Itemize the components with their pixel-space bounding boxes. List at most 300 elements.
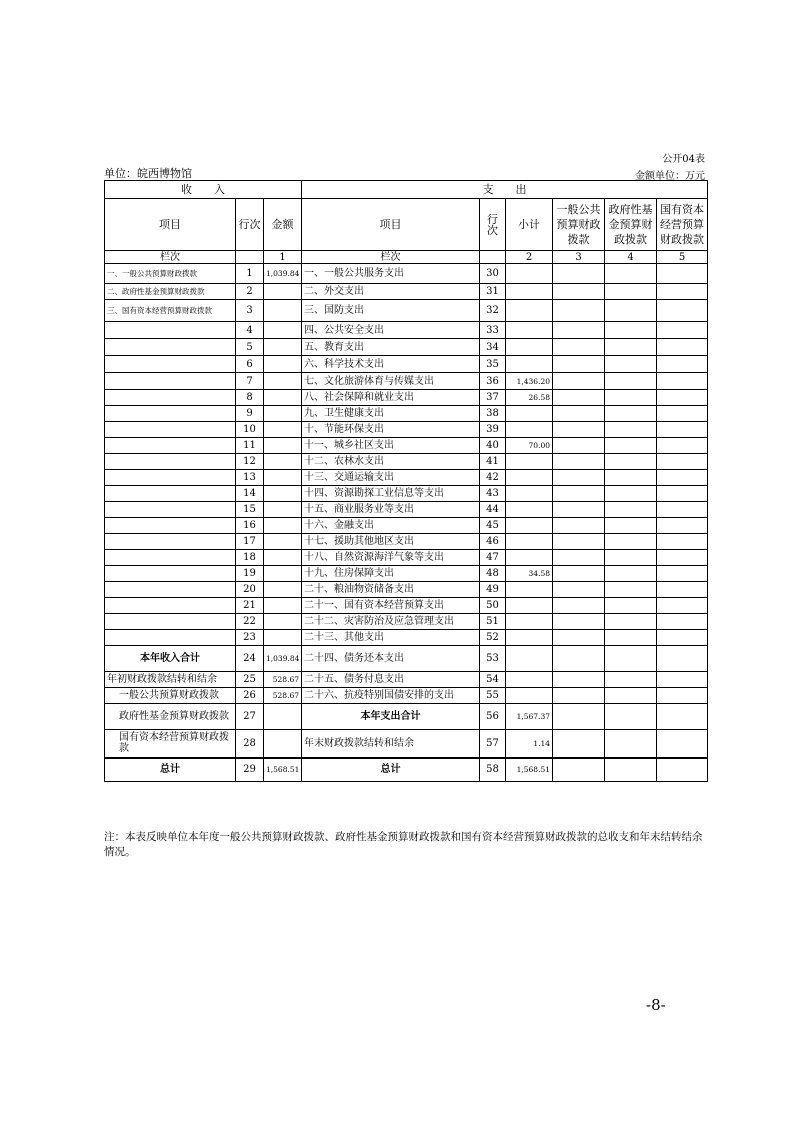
fund-budget-cell <box>605 264 657 284</box>
expense-row-no: 55 <box>480 688 506 704</box>
state-capital-cell <box>657 390 708 406</box>
form-code: 公开04表 <box>662 154 705 165</box>
income-item: 政府性基金预算财政拨款 <box>105 704 236 730</box>
table-row <box>105 356 708 373</box>
income-item <box>105 390 236 406</box>
col-income-item: 项目 <box>105 199 236 251</box>
fund-budget-cell <box>605 518 657 534</box>
fund-budget-cell <box>605 566 657 582</box>
income-item <box>105 373 236 390</box>
state-capital-cell <box>657 630 708 646</box>
general-budget-cell <box>553 373 605 390</box>
expense-subtotal: 1,436.20 <box>506 373 553 390</box>
table-row <box>105 454 708 470</box>
fund-budget-cell <box>605 373 657 390</box>
income-amount <box>264 438 302 454</box>
expense-item: 年末财政拨款结转和结余 <box>302 730 480 758</box>
table-row <box>105 550 708 566</box>
general-budget-cell <box>553 264 605 284</box>
fund-budget-cell <box>605 704 657 730</box>
general-budget-cell <box>553 518 605 534</box>
income-item <box>105 566 236 582</box>
expense-item: 总计 <box>302 758 480 782</box>
state-capital-cell <box>657 373 708 390</box>
income-item: 国有资本经营预算财政拨款 <box>105 730 236 758</box>
table-row <box>105 518 708 534</box>
general-budget-cell <box>553 322 605 339</box>
income-amount: 1,568.51 <box>264 758 302 782</box>
expense-row-no: 34 <box>480 339 506 356</box>
table-row <box>105 758 708 782</box>
expense-subtotal: 1,567.37 <box>506 704 553 730</box>
expense-subtotal <box>506 582 553 598</box>
expense-row-no: 38 <box>480 406 506 422</box>
income-row-no: 22 <box>236 614 264 630</box>
income-item: 本年收入合计 <box>105 646 236 672</box>
income-item <box>105 518 236 534</box>
state-capital-cell <box>657 704 708 730</box>
general-budget-cell <box>553 284 605 300</box>
expense-subtotal: 1.14 <box>506 730 553 758</box>
income-amount <box>264 518 302 534</box>
expense-row-no: 31 <box>480 284 506 300</box>
general-budget-cell <box>553 422 605 438</box>
state-capital-cell <box>657 672 708 688</box>
expense-subtotal <box>506 406 553 422</box>
table-row <box>105 704 708 730</box>
general-budget-cell <box>553 582 605 598</box>
expense-row-no: 42 <box>480 470 506 486</box>
col-expense-item: 项目 <box>302 199 480 251</box>
income-amount: 1,039.84 <box>264 264 302 284</box>
general-budget-cell <box>553 758 605 782</box>
income-amount <box>264 550 302 566</box>
expense-item: 二十五、债务付息支出 <box>302 672 480 688</box>
table-row <box>105 422 708 438</box>
fund-budget-cell <box>605 406 657 422</box>
expense-subtotal <box>506 300 553 322</box>
state-capital-cell <box>657 406 708 422</box>
expense-item: 二十四、债务还本支出 <box>302 646 480 672</box>
table-row <box>105 300 708 322</box>
income-row-no: 4 <box>236 322 264 339</box>
income-amount <box>264 422 302 438</box>
income-item <box>105 322 236 339</box>
table-row <box>105 486 708 502</box>
expense-item: 一、一般公共服务支出 <box>302 264 480 284</box>
income-item <box>105 454 236 470</box>
expense-row-no: 56 <box>480 704 506 730</box>
state-capital-cell <box>657 598 708 614</box>
expense-item: 二十三、其他支出 <box>302 630 480 646</box>
fund-budget-cell <box>605 730 657 758</box>
expense-item: 五、教育支出 <box>302 339 480 356</box>
expense-item: 六、科学技术支出 <box>302 356 480 373</box>
expense-item: 九、卫生健康支出 <box>302 406 480 422</box>
general-budget-cell <box>553 598 605 614</box>
state-capital-cell <box>657 438 708 454</box>
expense-item: 本年支出合计 <box>302 704 480 730</box>
state-capital-cell <box>657 284 708 300</box>
fund-budget-cell <box>605 502 657 518</box>
col-subtotal: 小计 <box>506 199 553 251</box>
fund-budget-cell <box>605 758 657 782</box>
fund-budget-cell <box>605 454 657 470</box>
expense-row-no: 58 <box>480 758 506 782</box>
expense-subtotal <box>506 672 553 688</box>
income-row-no: 5 <box>236 339 264 356</box>
expense-group-header: 支 出 <box>302 181 708 199</box>
col-income-amount: 金额 <box>264 199 302 251</box>
col-fund-budget: 政府性基金预算财政拨款 <box>605 199 657 251</box>
state-capital-cell <box>657 339 708 356</box>
state-capital-cell <box>657 518 708 534</box>
expense-item: 十六、金融支出 <box>302 518 480 534</box>
state-capital-cell <box>657 688 708 704</box>
income-item <box>105 614 236 630</box>
state-capital-cell <box>657 758 708 782</box>
lanci-5: 5 <box>657 251 708 264</box>
income-row-no: 11 <box>236 438 264 454</box>
expense-subtotal <box>506 614 553 630</box>
state-capital-cell <box>657 422 708 438</box>
state-capital-cell <box>657 356 708 373</box>
expense-subtotal <box>506 470 553 486</box>
fund-budget-cell <box>605 486 657 502</box>
state-capital-cell <box>657 646 708 672</box>
income-row-no: 18 <box>236 550 264 566</box>
fund-budget-cell <box>605 438 657 454</box>
state-capital-cell <box>657 566 708 582</box>
income-row-no: 10 <box>236 422 264 438</box>
income-row-no: 25 <box>236 672 264 688</box>
income-item <box>105 534 236 550</box>
expense-subtotal <box>506 646 553 672</box>
expense-item: 八、社会保障和就业支出 <box>302 390 480 406</box>
expense-subtotal <box>506 339 553 356</box>
amount-unit: 金额单位：万元 <box>635 171 705 182</box>
general-budget-cell <box>553 730 605 758</box>
income-amount <box>264 486 302 502</box>
table-row <box>105 688 708 704</box>
expense-item: 七、文化旅游体育与传媒支出 <box>302 373 480 390</box>
income-row-no: 1 <box>236 264 264 284</box>
unit-label: 单位：皖西博物馆 <box>104 167 192 180</box>
footnote: 注：本表反映单位本年度一般公共预算财政拨款、政府性基金预算财政拨款和国有资本经营预算财政拨款的总收支和年末结转结余情况。 <box>104 831 703 858</box>
fund-budget-cell <box>605 550 657 566</box>
lanci-1: 1 <box>264 251 302 264</box>
income-group-header: 收 入 <box>105 181 302 199</box>
income-row-no: 13 <box>236 470 264 486</box>
income-item: 年初财政拨款结转和结余 <box>105 672 236 688</box>
expense-row-no: 52 <box>480 630 506 646</box>
income-amount <box>264 406 302 422</box>
income-row-no: 6 <box>236 356 264 373</box>
income-amount <box>264 284 302 300</box>
expense-row-no: 35 <box>480 356 506 373</box>
expense-row-no: 44 <box>480 502 506 518</box>
general-budget-cell <box>553 688 605 704</box>
income-row-no: 20 <box>236 582 264 598</box>
expense-subtotal <box>506 422 553 438</box>
income-item <box>105 598 236 614</box>
expense-row-no: 50 <box>480 598 506 614</box>
table-row <box>105 614 708 630</box>
fund-budget-cell <box>605 356 657 373</box>
income-amount <box>264 630 302 646</box>
income-row-no: 14 <box>236 486 264 502</box>
table-row <box>105 646 708 672</box>
fund-budget-cell <box>605 422 657 438</box>
expense-row-no: 51 <box>480 614 506 630</box>
income-amount <box>264 390 302 406</box>
general-budget-cell <box>553 614 605 630</box>
expense-item: 十九、住房保障支出 <box>302 566 480 582</box>
income-row-no: 17 <box>236 534 264 550</box>
fund-budget-cell <box>605 646 657 672</box>
table-row <box>105 438 708 454</box>
income-row-no: 19 <box>236 566 264 582</box>
table-row <box>105 284 708 300</box>
income-row-no: 12 <box>236 454 264 470</box>
income-amount <box>264 502 302 518</box>
income-amount <box>264 598 302 614</box>
general-budget-cell <box>553 300 605 322</box>
table-row <box>105 470 708 486</box>
income-amount <box>264 339 302 356</box>
general-budget-cell <box>553 646 605 672</box>
income-row-no: 23 <box>236 630 264 646</box>
general-budget-cell <box>553 704 605 730</box>
income-amount <box>264 356 302 373</box>
expense-subtotal: 1,568.51 <box>506 758 553 782</box>
expense-item: 三、国防支出 <box>302 300 480 322</box>
income-amount: 528.67 <box>264 688 302 704</box>
expense-item: 二十六、抗疫特别国债安排的支出 <box>302 688 480 704</box>
page-number: -8- <box>646 996 666 1014</box>
expense-row-no: 53 <box>480 646 506 672</box>
fund-budget-cell <box>605 534 657 550</box>
lanci-4: 4 <box>605 251 657 264</box>
expense-row-no: 46 <box>480 534 506 550</box>
lanci-label: 栏次 <box>105 251 236 264</box>
income-amount <box>264 582 302 598</box>
income-row-no: 29 <box>236 758 264 782</box>
expense-subtotal <box>506 322 553 339</box>
income-row-no: 16 <box>236 518 264 534</box>
general-budget-cell <box>553 630 605 646</box>
income-row-no: 15 <box>236 502 264 518</box>
expense-row-no: 54 <box>480 672 506 688</box>
expense-subtotal <box>506 502 553 518</box>
income-item: 总计 <box>105 758 236 782</box>
expense-subtotal: 70.00 <box>506 438 553 454</box>
table-row <box>105 534 708 550</box>
general-budget-cell <box>553 486 605 502</box>
income-item <box>105 550 236 566</box>
expense-subtotal <box>506 534 553 550</box>
expense-subtotal <box>506 630 553 646</box>
general-budget-cell <box>553 534 605 550</box>
expense-subtotal <box>506 518 553 534</box>
table-row <box>105 672 708 688</box>
expense-subtotal <box>506 454 553 470</box>
expense-subtotal <box>506 688 553 704</box>
expense-item: 十一、城乡社区支出 <box>302 438 480 454</box>
expense-row-no: 39 <box>480 422 506 438</box>
expense-row-no: 33 <box>480 322 506 339</box>
expense-row-no: 45 <box>480 518 506 534</box>
fund-budget-cell <box>605 390 657 406</box>
expense-subtotal <box>506 264 553 284</box>
fund-budget-cell <box>605 630 657 646</box>
expense-item: 二十二、灾害防治及应急管理支出 <box>302 614 480 630</box>
expense-row-no: 30 <box>480 264 506 284</box>
expense-item: 十五、商业服务业等支出 <box>302 502 480 518</box>
expense-row-no: 40 <box>480 438 506 454</box>
lanci-3: 3 <box>553 251 605 264</box>
fund-budget-cell <box>605 598 657 614</box>
expense-row-no: 49 <box>480 582 506 598</box>
table-row <box>105 730 708 758</box>
general-budget-cell <box>553 672 605 688</box>
general-budget-cell <box>553 356 605 373</box>
income-row-no: 21 <box>236 598 264 614</box>
lanci-2: 2 <box>506 251 553 264</box>
income-row-no: 2 <box>236 284 264 300</box>
fund-budget-cell <box>605 284 657 300</box>
expense-subtotal: 34.58 <box>506 566 553 582</box>
table-row <box>105 566 708 582</box>
expense-subtotal <box>506 486 553 502</box>
income-item: 三、国有资本经营预算财政拨款 <box>105 300 236 322</box>
expense-row-no: 47 <box>480 550 506 566</box>
state-capital-cell <box>657 470 708 486</box>
expense-item: 十二、农林水支出 <box>302 454 480 470</box>
income-item <box>105 486 236 502</box>
expense-item: 十、节能环保支出 <box>302 422 480 438</box>
income-row-no: 8 <box>236 390 264 406</box>
expense-row-no: 37 <box>480 390 506 406</box>
expense-subtotal <box>506 550 553 566</box>
expense-item: 二、外交支出 <box>302 284 480 300</box>
table-row <box>105 264 708 284</box>
expense-row-no: 32 <box>480 300 506 322</box>
income-item: 一般公共预算财政拨款 <box>105 688 236 704</box>
fund-budget-cell <box>605 672 657 688</box>
income-row-no: 27 <box>236 704 264 730</box>
income-amount <box>264 704 302 730</box>
income-amount <box>264 322 302 339</box>
expense-row-no: 48 <box>480 566 506 582</box>
state-capital-cell <box>657 582 708 598</box>
state-capital-cell <box>657 454 708 470</box>
income-item <box>105 339 236 356</box>
fund-budget-cell <box>605 582 657 598</box>
expense-subtotal <box>506 284 553 300</box>
income-amount <box>264 454 302 470</box>
lanci-blank-2 <box>480 251 506 264</box>
income-amount: 1,039.84 <box>264 646 302 672</box>
fiscal-allocation-table <box>104 180 708 782</box>
income-amount <box>264 300 302 322</box>
income-amount <box>264 470 302 486</box>
lanci-label-2: 栏次 <box>302 251 480 264</box>
expense-row-no: 41 <box>480 454 506 470</box>
income-item <box>105 356 236 373</box>
general-budget-cell <box>553 339 605 356</box>
lanci-blank <box>236 251 264 264</box>
income-item: 一、一般公共预算财政拨款 <box>105 264 236 284</box>
income-row-no: 7 <box>236 373 264 390</box>
col-income-row: 行次 <box>236 199 264 251</box>
fund-budget-cell <box>605 339 657 356</box>
fund-budget-cell <box>605 614 657 630</box>
col-expense-row: 行次 <box>480 199 506 251</box>
general-budget-cell <box>553 566 605 582</box>
income-amount <box>264 730 302 758</box>
table-row <box>105 390 708 406</box>
state-capital-cell <box>657 264 708 284</box>
income-item <box>105 406 236 422</box>
income-item: 二、政府性基金预算财政拨款 <box>105 284 236 300</box>
expense-item: 十七、援助其他地区支出 <box>302 534 480 550</box>
state-capital-cell <box>657 502 708 518</box>
income-amount <box>264 373 302 390</box>
income-amount <box>264 566 302 582</box>
income-item <box>105 438 236 454</box>
income-item <box>105 630 236 646</box>
expense-item: 十八、自然资源海洋气象等支出 <box>302 550 480 566</box>
fund-budget-cell <box>605 688 657 704</box>
income-item <box>105 422 236 438</box>
income-item <box>105 582 236 598</box>
expense-subtotal <box>506 356 553 373</box>
state-capital-cell <box>657 614 708 630</box>
income-item <box>105 502 236 518</box>
state-capital-cell <box>657 730 708 758</box>
general-budget-cell <box>553 454 605 470</box>
col-general-budget: 一般公共预算财政拨款 <box>553 199 605 251</box>
income-row-no: 9 <box>236 406 264 422</box>
table-row <box>105 502 708 518</box>
table-row <box>105 322 708 339</box>
expense-subtotal <box>506 598 553 614</box>
income-amount <box>264 614 302 630</box>
state-capital-cell <box>657 534 708 550</box>
income-amount <box>264 534 302 550</box>
fund-budget-cell <box>605 322 657 339</box>
expense-item: 二十一、国有资本经营预算支出 <box>302 598 480 614</box>
fund-budget-cell <box>605 300 657 322</box>
expense-item: 四、公共安全支出 <box>302 322 480 339</box>
state-capital-cell <box>657 550 708 566</box>
general-budget-cell <box>553 502 605 518</box>
expense-row-no: 43 <box>480 486 506 502</box>
income-row-no: 26 <box>236 688 264 704</box>
state-capital-cell <box>657 322 708 339</box>
table-row <box>105 339 708 356</box>
general-budget-cell <box>553 550 605 566</box>
state-capital-cell <box>657 300 708 322</box>
state-capital-cell <box>657 486 708 502</box>
general-budget-cell <box>553 406 605 422</box>
general-budget-cell <box>553 470 605 486</box>
table-row <box>105 373 708 390</box>
expense-item: 十四、资源勘探工业信息等支出 <box>302 486 480 502</box>
col-state-capital: 国有资本经营预算财政拨款 <box>657 199 708 251</box>
income-row-no: 28 <box>236 730 264 758</box>
